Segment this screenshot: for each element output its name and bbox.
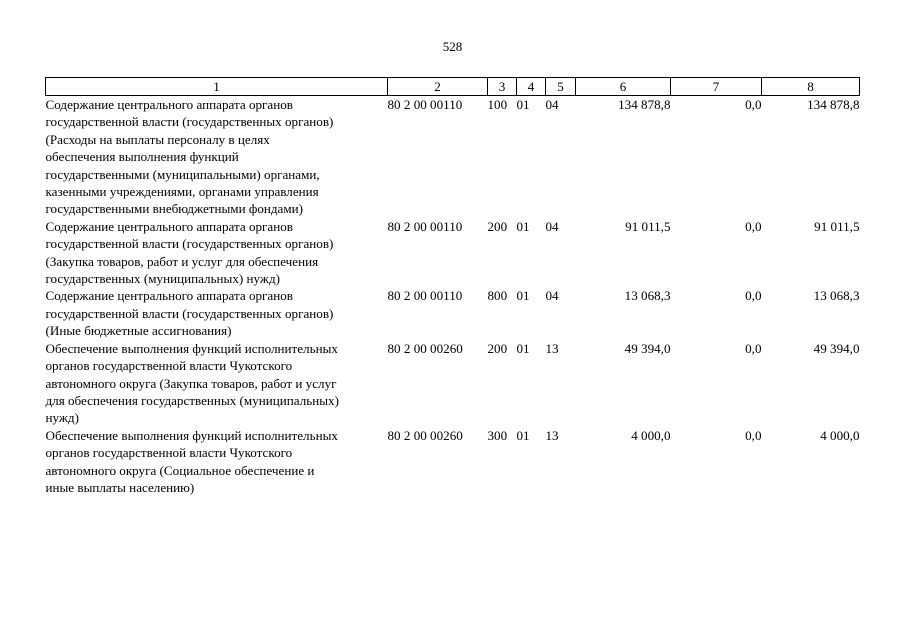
header-cell: 2 (388, 78, 488, 96)
subsection-code: 04 (545, 97, 559, 112)
expense-type-code: 100 (487, 97, 508, 112)
header-cell: 8 (762, 78, 860, 96)
header-cell: 7 (671, 78, 762, 96)
expense-name-line: Обеспечение выполнения функций исполнительных (45, 427, 338, 443)
federal-amount-value: 0,0 (745, 427, 762, 443)
expense-name-line: государственной власти (государственных органов) (45, 114, 334, 130)
section-code: 01 (516, 427, 530, 443)
expense-name-cell (46, 96, 388, 218)
subsection-code: 04 (545, 288, 559, 304)
table-row (46, 96, 860, 218)
header-cell: 5 (546, 78, 576, 96)
table-row (46, 427, 860, 497)
target-article-code: 80 2 00 00110 (387, 218, 463, 234)
expense-name-line: казенными учреждениями, органами управления (45, 184, 319, 200)
amount-value: 4 000,0 (631, 427, 671, 443)
section-code: 01 (516, 218, 530, 234)
header-cell: 6 (576, 78, 671, 96)
expense-name-line: нужд) (45, 410, 79, 426)
table-row (46, 340, 860, 427)
expense-name-line: Обеспечение выполнения функций исполнительных (45, 340, 338, 356)
total-amount-value: 4 000,0 (820, 427, 860, 443)
expense-name-line: органов государственной власти Чукотского (45, 358, 293, 374)
page-number: 528 (442, 39, 463, 54)
total-amount-value: 13 068,3 (813, 288, 860, 304)
section-code: 01 (516, 288, 530, 304)
table-row (46, 218, 860, 288)
expense-name-line: иные выплаты населению) (45, 479, 195, 495)
federal-amount-value: 0,0 (745, 288, 762, 304)
expense-type-code: 300 (487, 427, 508, 443)
table-row (46, 287, 860, 339)
budget-table (45, 77, 860, 496)
subsection-code: 13 (545, 427, 559, 443)
header-row (46, 78, 860, 96)
expense-name-cell (46, 218, 388, 288)
target-article-code: 80 2 00 00110 (387, 97, 463, 112)
expense-name-line: органов государственной власти Чукотского (45, 445, 293, 461)
section-code: 01 (516, 97, 530, 112)
total-amount-value: 134 878,8 (807, 97, 860, 112)
amount-value: 13 068,3 (624, 288, 671, 304)
table-body (46, 96, 860, 497)
header-cell: 1 (46, 78, 388, 96)
expense-name-line: государственными внебюджетными фондами) (45, 201, 304, 217)
total-amount-value: 49 394,0 (813, 340, 860, 356)
expense-type-code: 200 (487, 218, 508, 234)
expense-name-line: автономного округа (Закупка товаров, работ и услуг (45, 375, 337, 391)
expense-name-line: Содержание центрального аппарата органов (45, 218, 293, 234)
federal-amount-value: 0,0 (745, 97, 762, 112)
expense-name-line: (Расходы на выплаты персоналу в целях (45, 131, 270, 147)
target-article-code: 80 2 00 00110 (387, 288, 463, 304)
expense-name-line: обеспечения выполнения функций (45, 149, 239, 165)
expense-name-cell (46, 340, 388, 427)
federal-amount-value: 0,0 (745, 218, 762, 234)
expense-name-line: Содержание центрального аппарата органов (45, 97, 293, 112)
expense-name-line: (Иные бюджетные ассигнования) (45, 323, 232, 339)
expense-type-code: 800 (487, 288, 508, 304)
expense-name-line: (Закупка товаров, работ и услуг для обеспечения (45, 253, 319, 269)
expense-name-cell (46, 427, 388, 497)
section-code: 01 (516, 340, 530, 356)
federal-amount-value: 0,0 (745, 340, 762, 356)
expense-name-line: автономного округа (Социальное обеспечение и (45, 462, 315, 478)
expense-name-line: Содержание центрального аппарата органов (45, 288, 293, 304)
total-amount-value: 91 011,5 (814, 218, 860, 234)
expense-name-line: государственных (муниципальных) нужд) (45, 271, 280, 287)
expense-name-line: государственной власти (государственных органов) (45, 236, 334, 252)
header-cell: 4 (517, 78, 546, 96)
amount-value: 91 011,5 (625, 218, 671, 234)
expense-name-line: государственной власти (государственных органов) (45, 305, 334, 321)
expense-name-line: государственными (муниципальными) органами, (45, 166, 320, 182)
header-cell: 3 (488, 78, 517, 96)
amount-value: 49 394,0 (624, 340, 671, 356)
expense-name-line: для обеспечения государственных (муниципальных) (45, 392, 339, 408)
amount-value: 134 878,8 (618, 97, 671, 112)
expense-type-code: 200 (487, 340, 508, 356)
expense-name-cell (46, 287, 388, 339)
subsection-code: 04 (545, 218, 559, 234)
target-article-code: 80 2 00 00260 (387, 427, 463, 443)
subsection-code: 13 (545, 340, 559, 356)
target-article-code: 80 2 00 00260 (387, 340, 463, 356)
